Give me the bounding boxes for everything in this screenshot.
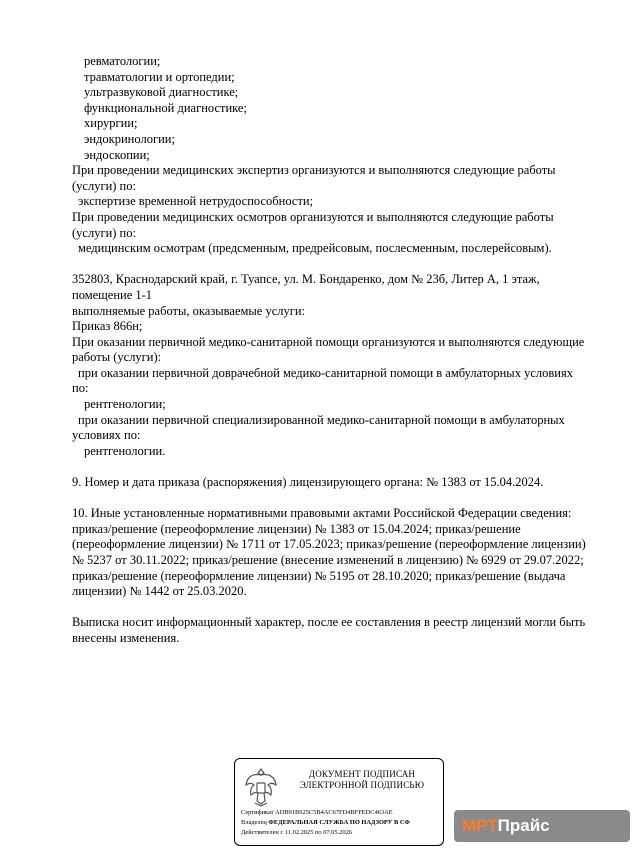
text-line: При оказании первичной медико-санитарной помощи организуются и выполняются следующие	[72, 334, 585, 349]
text-line: условиях по:	[72, 428, 141, 443]
text-line: эндокринологии;	[84, 131, 175, 146]
text-line: травматологии и ортопедии;	[84, 69, 235, 84]
text-line: по:	[72, 381, 89, 396]
text-line: лицензии) № 1442 от 25.03.2020.	[72, 584, 247, 599]
text-line: 352803, Краснодарский край, г. Туапсе, ул. М. Бондаренко, дом № 23б, Литер А, 1 этаж,	[72, 272, 540, 287]
stamp-title-line2: ЭЛЕКТРОННОЙ ПОДПИСЬЮ	[299, 780, 425, 790]
text-line: При проведении медицинских осмотров организуются и выполняются следующие работы	[72, 209, 554, 224]
text-line: эндоскопии;	[84, 147, 150, 162]
coat-of-arms-icon	[243, 765, 279, 807]
text-line: функциональной диагностике;	[84, 100, 247, 115]
text-line: выполняемые работы, оказываемые услуги:	[72, 303, 306, 318]
watermark-part1: МРТ	[462, 816, 498, 835]
paragraph-gap	[72, 600, 612, 616]
text-line: медицинским осмотрам (предсменным, предрейсовым, послесменным, послерейсовым).	[78, 241, 552, 256]
paragraph-gap	[72, 491, 612, 507]
text-line: рентгенологии.	[84, 443, 166, 458]
text-line: приказ/решение (переоформление лицензии) № 1383 от 15.04.2024; приказ/решение	[72, 521, 521, 536]
stamp-validity: Действителен с 11.02.2025 по 07.05.2026	[241, 829, 352, 836]
paragraph-gap	[72, 459, 612, 475]
text-line: экспертизе временной нетрудоспособности;	[78, 194, 314, 209]
text-line: 10. Иные установленные нормативными правовыми актами Российской Федерации сведения:	[72, 506, 572, 521]
stamp-certificate: Сертификат ADB91B925C5B4AC67FD4BFFEDC463AE	[241, 809, 393, 816]
text-line: Приказ 866н;	[72, 319, 143, 334]
paragraph-gap	[72, 257, 612, 273]
text-line: внесены изменения.	[72, 630, 180, 645]
document-body	[72, 54, 612, 647]
text-line: № 5237 от 30.11.2022; приказ/решение (внесение изменений в лицензию) № 6929 от 29.07.2022;	[72, 553, 584, 567]
text-line: рентгенологии;	[84, 397, 166, 412]
text-line: приказ/решение (переоформление лицензии) № 5195 от 28.10.2020; приказ/решение (выдача	[72, 568, 566, 583]
stamp-owner-label: Владелец	[241, 819, 269, 826]
text-line: (услуги) по:	[72, 178, 136, 193]
text-line: (услуги) по:	[72, 225, 136, 240]
stamp-title	[283, 769, 441, 791]
text-line: помещение 1-1	[72, 287, 153, 302]
stamp-owner	[241, 819, 410, 827]
text-line: хирургии;	[84, 116, 138, 131]
electronic-signature-stamp	[234, 758, 444, 846]
text-line: работы (услуги):	[72, 350, 162, 365]
mrtprice-watermark	[454, 810, 630, 842]
watermark-part2: Прайс	[497, 816, 550, 835]
text-line: Выписка носит информационный характер, после ее составления в реестр лицензий могли быть	[72, 615, 586, 630]
text-line: ревматологии;	[84, 54, 161, 68]
text-line: ультразвуковой диагностике;	[84, 85, 239, 100]
text-line: (переоформление лицензии) № 1711 от 17.05.2023; приказ/решение (переоформление лицензии)	[72, 537, 586, 552]
text-line: При проведении медицинских экспертиз организуются и выполняются следующие работы	[72, 163, 556, 178]
text-line: при оказании первичной доврачебной медико-санитарной помощи в амбулаторных условиях	[78, 365, 573, 380]
text-line: при оказании первичной специализированной медико-санитарной помощи в амбулаторных	[78, 412, 565, 427]
stamp-title-line1: ДОКУМЕНТ ПОДПИСАН	[308, 769, 416, 779]
text-line: 9. Номер и дата приказа (распоряжения) лицензирующего органа: № 1383 от 15.04.2024.	[72, 475, 544, 490]
stamp-owner-value: ФЕДЕРАЛЬНАЯ СЛУЖБА ПО НАДЗОРУ В СФ	[268, 819, 410, 826]
